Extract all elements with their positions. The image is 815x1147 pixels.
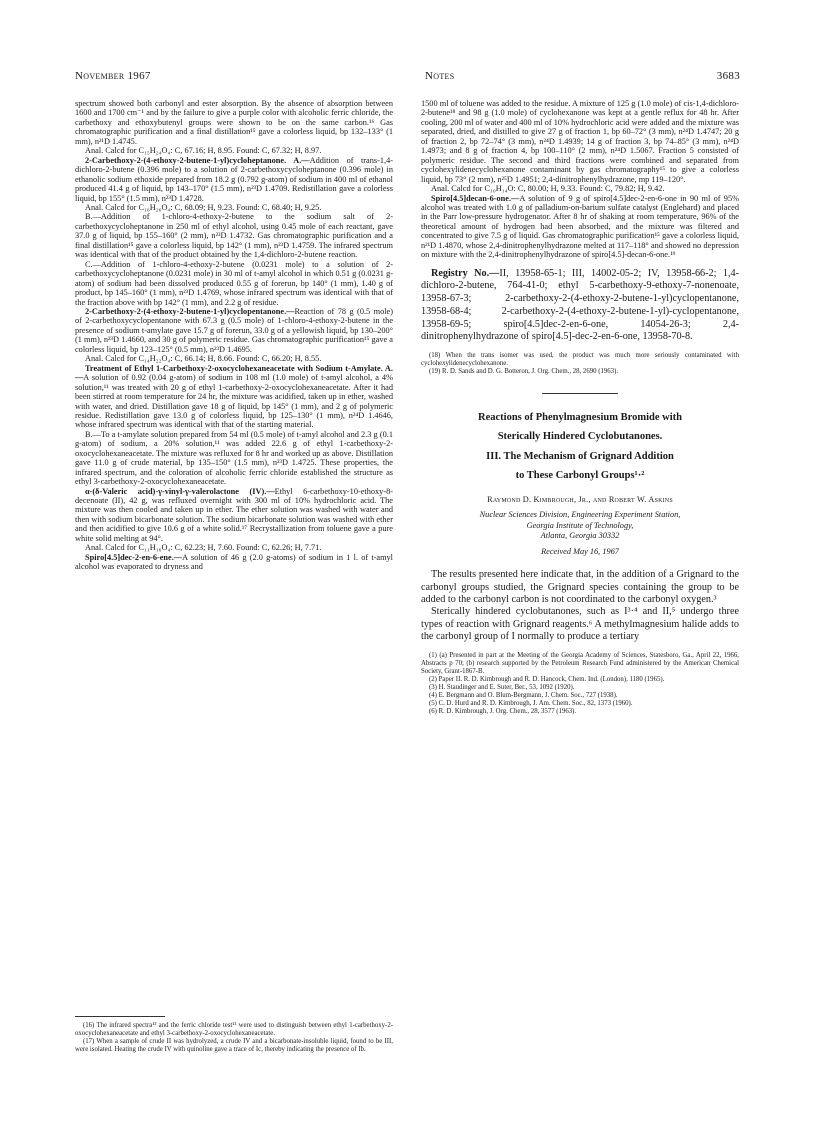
paragraph-text: Addition of trans-1,4-dichloro-2-butene (0.396 mole) to a solution of 2-carbethoxycycloheptanone (0.396 mole) in ethanolic sodium ethoxide prepared from 18.2 g (0.792 g-atom) of sodium in 400 ml of ethanol produced 41.4 g of liquid, bp 143–170° (1.5 mm), n²³D 1.4709. Redistillation gave a colorless liquid, bp 155° (1.5 mm), n²³D 1.4728. bbox=[75, 155, 393, 203]
paragraph-analysis: Anal. Calcd for C₁₀H₁₄O: C, 80.00; H, 9.33. Found: C, 79.82; H, 9.42. bbox=[431, 184, 665, 194]
paragraph: Sterically hindered cyclobutanones, such as I³·⁴ and II,⁵ undergo three types of reaction with Grignard reagents.⁶ A methylmagnesium halide adds to the carbonyl group of I normally to produce a tertiary bbox=[421, 606, 739, 642]
section-heading: α-(δ-Valeric acid)-γ-vinyl-γ-valerolactone (IV).— bbox=[85, 486, 275, 496]
paragraph-text: A solution of 9 g of spiro[4.5]dec-2-en-6-one in 90 ml of 95% alcohol was treated with 1.0 g of palladium-on-barium sulfate catalyst (Englehard) and placed in the Parr low-pressure hydrogenator. After 8 hr of shaking at room temperature, 96% of the theoretical amount of hydrogen had been absorbed, and the mixture was filtered and concentrated to give 7.5 g of liquid. Gas chromatographic purification¹⁵ gave a colorless liquid, n²¹D 1.4870, whose 2,4-dinitrophenylhydrazone melted at 117–118° and showed no depression on mixture with the 2,4-dinitrophenylhydrazone of spiro[4.5]-decan-6-one.¹⁹ bbox=[421, 193, 739, 260]
affiliation-line: Atlanta, Georgia 30332 bbox=[540, 530, 620, 540]
paragraph: 1500 ml of toluene was added to the residue. A mixture of 125 g (1.0 mole) of cis-1,4-dichloro-2-butene¹⁸ and 98 g (1.0 mole) of cyclohexanone was kept at a gentle reflux for 48 hr. After cooling, 200 ml of water and 400 ml of 10% hydrochloric acid were added and the mixture was separated, dried, and distilled to give 27 g of fraction 1, bp 60–72° (3 mm), n²⁴D 1.4747; 20 g of fraction 2, bp 72–74° (3 mm), n²⁴D 1.4939; 14 g of fraction 3, bp 74–85° (3 mm), n²⁴D 1.4973; and 8 g of fraction 4, bp 100–110° (2 mm), n²⁴D 1.5067. Fraction 5 consisted of polymeric residue. The second and third fractions were combined and separated from cyclohexylidenecyclohexanone contaminant by gas chromatography¹⁵ to give a colorless liquid, bp 73° (2 mm), n²⁵D 1.4951; 2,4-dinitrophenylhydrazone, mp 119–120°. bbox=[421, 99, 739, 184]
left-column bbox=[75, 99, 393, 572]
section-heading: Treatment of Ethyl 1-Carbethoxy-2-oxocyclohexaneacetate with Sodium t-Amylate. A.— bbox=[75, 363, 393, 383]
paragraph-text: A solution of 46 g (2.0 g-atoms) of sodium in 1 l. of t-amyl alcohol was evaporated to dryness and bbox=[75, 552, 393, 572]
page-number: 3683 bbox=[716, 70, 740, 82]
paragraph-text: Reaction of 78 g (0.5 mole) of 2-carbethoxycyclopentanone with 67.3 g (0.5 mole) of 1-chloro-4-ethoxy-2-butene in the presence of sodium t-amylate gave 15.7 g of forerun, 33.0 g of a yellowish liquid, bp 130–200° (1 mm), n²³D 1.4660, and 30 g of polymeric residue. Gas chromatographic purification¹⁵ gave a colorless liquid, bp 123–125° (0.5 mm), n²³D 1.4695. bbox=[75, 306, 393, 354]
paragraph: spectrum showed both carbonyl and ester absorption. By the absence of absorption between 1600 and 1700 cm⁻¹ and by the failure to give a purple color with alcoholic ferric chloride, the carbethoxy and ethoxybutenyl groups were shown to be on the same carbon.¹⁶ Gas chromatographic purification and a final distillation¹⁵ gave a colorless liquid, bp 132–133° (1 mm), n²¹D 1.4745. bbox=[75, 99, 393, 146]
title-line: to These Carbonyl Groups¹·² bbox=[515, 470, 645, 482]
right-footnotes bbox=[421, 352, 739, 376]
affiliation bbox=[421, 510, 739, 541]
page-header bbox=[75, 70, 740, 86]
paragraph-analysis: Anal. Calcd for C₁₆H₂₆O₄: C, 68.09; H, 9.23. Found: C, 68.40; H, 9.25. bbox=[85, 202, 322, 212]
section-heading: 2-Carbethoxy-2-(4-ethoxy-2-butene-1-yl)cyclopentanone.— bbox=[85, 306, 295, 316]
right-column bbox=[421, 99, 739, 716]
affiliation-line: Nuclear Sciences Division, Engineering Experiment Station, bbox=[479, 510, 681, 520]
section-heading: 2-Carbethoxy-2-(4-ethoxy-2-butene-1-yl)cycloheptanone. A.— bbox=[85, 155, 310, 165]
paragraph-text: A solution of 0.92 (0.04 g-atom) of sodium in 108 ml (1.0 mole) of t-amyl alcohol, a 4% solution,¹¹ was treated with 20 g of ethyl 1-carbethoxy-2-oxocyclohexaneacetate. After it had been stirred at room temperature for 24 hr, the mixture was acidified, taken up in ether, washed with water, and dried. Distillation gave 18 g of liquid, bp 145° (1 mm), and 2 g of polymeric residue. Redistillation gave 13.0 g of colorless liquid, bp 125–130° (1 mm), n²⁴D 1.4646, whose infrared spectrum was identical with that of the starting material. bbox=[75, 373, 393, 430]
section-heading: Spiro[4.5]dec-2-en-6-ene.— bbox=[85, 552, 183, 562]
paragraph bbox=[421, 194, 739, 260]
title-line: Reactions of Phenylmagnesium Bromide with bbox=[478, 411, 682, 423]
footnote: (2) Paper II. R. D. Kimbrough and R. D. Hancock, Chem. Ind. (London), 1180 (1965). bbox=[429, 676, 665, 684]
footnote: (19) R. D. Sands and D. G. Botteron, J. Org. Chem., 28, 2690 (1963). bbox=[429, 367, 619, 375]
registry-label: Registry No.— bbox=[431, 267, 500, 279]
paragraph-text: Ethyl 6-carbethoxy-10-ethoxy-8-decenoate (II), 42 g, was refluxed overnight with 300 ml of 10% hydrochloric acid. The mixture was then cooled and taken up in ether. The ether solution was washed with water and then with sodium bicarbonate solution. The sodium bicarbonate solution was washed with ether and then acidified to give 10.6 g of a white solid.¹⁷ Recrystallization from toluene gave a pure white solid melting at 94°. bbox=[75, 486, 393, 543]
footnote-divider bbox=[75, 1016, 165, 1017]
article-authors: Raymond D. Kimbrough, Jr., and Robert W. Askins bbox=[487, 494, 673, 504]
article-footnotes bbox=[421, 652, 739, 716]
paragraph-analysis: Anal. Calcd for C₁₅H₂₄O₄: C, 67.16; H, 8.95. Found: C, 67.32; H, 8.97. bbox=[85, 146, 322, 156]
received-date: Received May 16, 1967 bbox=[541, 546, 619, 556]
footnote: (4) E. Bergmann and O. Blum-Bergmann, J. Chem. Soc., 727 (1938). bbox=[429, 692, 618, 700]
registry-numbers bbox=[421, 268, 739, 344]
footnote: (16) The infrared spectra¹³ and the ferric chloride test¹¹ were used to distinguish between ethyl 1-carbethoxy-2-oxocyclohexaneacetate and ethyl 3-carbethoxy-2-oxocyclohexaneacetate. bbox=[75, 1022, 393, 1037]
header-date: November 1967 bbox=[75, 70, 151, 82]
title-line: III. The Mechanism of Grignard Addition bbox=[486, 450, 674, 462]
paragraph bbox=[75, 364, 393, 430]
affiliation-line: Georgia Institute of Technology, bbox=[526, 520, 634, 530]
paragraph: C.—Addition of 1-chloro-4-ethoxy-2-butene (0.0231 mole) to a solution of 2-carbethoxycycloheptanone (0.0231 mole) in 30 ml of t-amyl alcohol in which 0.51 g (0.0231 g-atom) of sodium had been dissolved produced 0.55 g of forerun, bp 140° (1 mm), 1.40 g of product, bp 145–160° (1 mm), n²³D 1.4769, whose infrared spectrum was identical with that of the fraction above with bp 142° (1 mm), and 2.2 g of residue. bbox=[75, 259, 393, 307]
article-title bbox=[421, 408, 739, 486]
title-line: Sterically Hindered Cyclobutanones. bbox=[497, 431, 663, 443]
paragraph bbox=[75, 487, 393, 544]
footnote: (18) When the trans isomer was used, the product was much more seriously contaminated with cyclohexylidenecyclohexanone. bbox=[421, 351, 739, 367]
footnote: (6) R. D. Kimbrough, J. Org. Chem., 28, 3577 (1963). bbox=[429, 708, 577, 716]
footnote: (17) When a sample of crude II was hydrolyzed, a crude IV and a bicarbonate-insoluble liquid, found to be III, were isolated. Heating the crude IV with quinoline gave a trace of Ic, thereby indicating the presence of Ib. bbox=[75, 1038, 393, 1053]
paragraph: The results presented here indicate that, in the addition of a Grignard to the carbonyl groups studied, the Grignard species containing the group to be added to the carbonyl carbon is not coordinated to the carbonyl oxygen.³ bbox=[421, 569, 739, 606]
left-footnotes bbox=[75, 1022, 393, 1054]
paragraph: B.—Addition of 1-chloro-4-ethoxy-2-butene to the sodium salt of 2-carbethoxycycloheptanone in 250 ml of ethyl alcohol, using 0.45 mole of each reactant, gave 37.0 g of liquid, bp 155–160° (2 mm), n²³D 1.4732. Gas chromatographic purification and a final distillation¹⁵ gave a colorless liquid, bp 142° (1 mm), n²³D 1.4759. The infrared spectrum was identical with that of the product obtained by the 1,4-dichloro-2-butene reaction. bbox=[75, 212, 393, 260]
paragraph-analysis: Anal. Calcd for C₁₁H₁₆O₄: C, 62.23; H, 7.60. Found: C, 62.26; H, 7.71. bbox=[85, 543, 322, 553]
article-divider bbox=[542, 393, 618, 394]
registry-text: II, 13958-65-1; III, 14002-05-2; IV, 13958-66-2; 1,4-dichloro-2-butene, 764-41-0; ethyl 5-carbethoxy-9-ethoxy-7-nonenoate, 13958-67-3; 2-carbethoxy-2-(4-ethoxy-2-butene-1-yl)cyclopentanone, 13958-68-4; 2-carbethoxy-2-(4-ethoxy-2-butene-1-yl)-cyclopentanone, 13958-69-5; spiro[4.5]dec-2-en-6-one, 14054-26-3; 2,4-dinitrophenylhydrazone of spiro[4.5]-dec-2-en-6-one, 13958-70-8. bbox=[421, 267, 739, 343]
header-section: Notes bbox=[425, 70, 455, 82]
paragraph-analysis: Anal. Calcd for C₁₄H₂₂O₄: C, 66.14; H, 8.66. Found: C, 66.20; H, 8.55. bbox=[85, 354, 322, 364]
footnote: (5) C. D. Hurd and R. D. Kimbrough, J. Am. Chem. Soc., 82, 1373 (1960). bbox=[429, 700, 633, 708]
section-heading: Spiro[4.5]decan-6-one.— bbox=[431, 193, 520, 203]
footnote: (3) H. Staudinger and E. Suter, Ber., 53, 1092 (1920). bbox=[429, 684, 575, 692]
paragraph bbox=[75, 307, 393, 354]
paragraph bbox=[75, 553, 393, 572]
paragraph: B.—To a t-amylate solution prepared from 54 ml (0.5 mole) of t-amyl alcohol and 2.3 g (0.1 g-atom) of sodium, a 20% solution,¹¹ was added 22.6 g of ethyl 1-carbethoxy-2-oxocyclohexaneacetate. The mixture was refluxed for 8 hr and worked up as above. Distillation gave 11.0 g of crude material, bp 135–150° (1.5 mm), n²³D 1.4725. These properties, the infrared spectrum, and the coloration of alcoholic ferric chloride established the structure as ethyl 3-carbethoxy-2-oxocyclohexaneacetate. bbox=[75, 429, 393, 487]
paragraph bbox=[75, 156, 393, 203]
footnote: (1) (a) Presented in part at the Meeting of the Georgia Academy of Sciences, Statesboro, Ga., April 22, 1966, Abstracts p 70; (b) research supported by the Petroleum Research Fund administered by the American Chemical Society, Grant-1867-B. bbox=[421, 652, 739, 676]
article-body bbox=[421, 569, 739, 643]
